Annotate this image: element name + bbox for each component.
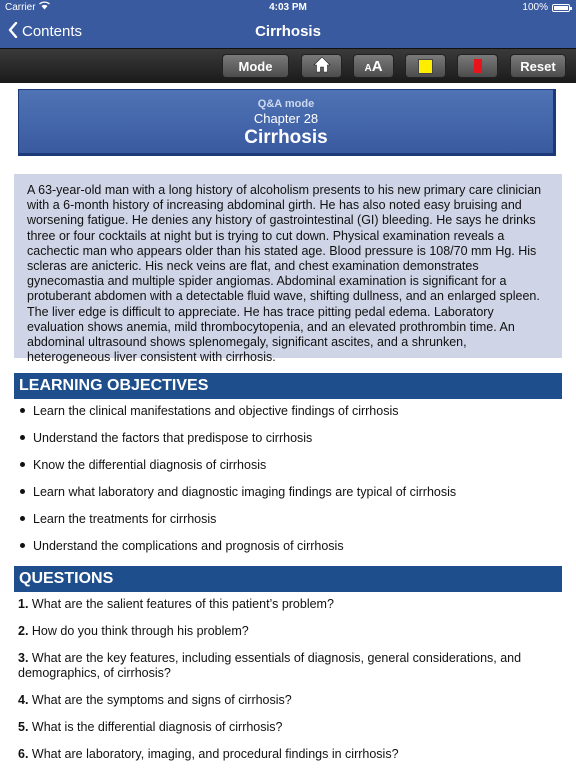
- status-bar: [0, 0, 576, 16]
- objective-text: Learn what laboratory and diagnostic imaging findings are typical of cirrhosis: [33, 485, 457, 499]
- header-title: Cirrhosis: [244, 127, 328, 148]
- question-text: What is the differential diagnosis of cirrhosis?: [31, 720, 283, 734]
- objective-item: [20, 485, 456, 499]
- bullet-icon: [20, 543, 25, 548]
- objective-item: [20, 512, 216, 526]
- objective-item: [20, 404, 398, 418]
- question-text: What are laboratory, imaging, and procedural findings in cirrhosis?: [31, 747, 399, 761]
- status-time: 4:03 PM: [269, 2, 307, 13]
- objective-item: [20, 539, 344, 553]
- header-chapter: Chapter 28: [253, 111, 319, 126]
- question-text: What are the symptoms and signs of cirrhosis?: [31, 693, 292, 707]
- home-icon: [313, 56, 331, 76]
- battery-percent: 100%: [522, 2, 548, 13]
- question-item[interactable]: [18, 624, 538, 639]
- questions-heading: QUESTIONS: [14, 566, 562, 592]
- question-text: How do you think through his problem?: [31, 624, 249, 638]
- bullet-icon: [20, 489, 25, 494]
- chapter-header: [18, 89, 556, 156]
- font-size-button[interactable]: [353, 54, 394, 78]
- mode-button-label: Mode: [238, 58, 273, 74]
- question-item[interactable]: [18, 747, 538, 762]
- objective-text: Know the differential diagnosis of cirrhosis: [33, 458, 267, 472]
- objective-item: [20, 458, 266, 472]
- case-description: A 63-year-old man with a long history of alcoholism presents to his new primary care clinician with a 6-month history of increasing abdominal girth. He has also noted easy bruising and worsening fatigue. He denies any history of gastrointestinal (GI) bleeding. He says he drinks three or four cocktails at night but is trying to cut down. Physical examination reveals a cachectic man who appears older than his stated age. Blood pressure is 108/70 mm Hg. His scleras are anicteric. His neck veins are flat, and chest examination demonstrates gynecomastia and multiple spider angiomas. Abdominal examination is significant for a protuberant abdomen with a detectable fluid wave, shifting dullness, and an enlarged spleen. The liver edge is difficult to appreciate. He has trace pitting pedal edema. Laboratory evaluation shows anemia, mild thrombocytopenia, and an elevated prothrombin time. An abdominal ultrasound shows splenomegaly, significant ascites, and a shrunken, heterogeneous liver consistent with cirrhosis.: [14, 174, 562, 358]
- font-size-icon: [364, 58, 382, 75]
- question-text: What are the salient features of this patient’s problem?: [31, 597, 334, 611]
- question-number: 2.: [18, 624, 32, 638]
- red-highlighter-icon: [474, 59, 482, 73]
- reset-button-label: Reset: [520, 58, 556, 74]
- highlight-yellow-button[interactable]: [405, 54, 446, 78]
- objectives-heading: LEARNING OBJECTIVES: [14, 373, 562, 399]
- question-item[interactable]: [18, 693, 538, 708]
- bullet-icon: [20, 462, 25, 467]
- question-number: 4.: [18, 693, 32, 707]
- back-button-label: Contents: [22, 22, 83, 40]
- home-button[interactable]: [301, 54, 342, 78]
- nav-title: Cirrhosis: [255, 23, 321, 40]
- question-number: 5.: [18, 720, 32, 734]
- objective-text: Understand the factors that predispose to cirrhosis: [33, 431, 313, 445]
- header-mode-label: Q&A mode: [257, 98, 315, 110]
- chevron-left-icon: [8, 22, 18, 40]
- carrier-label: Carrier: [5, 2, 36, 13]
- objective-item: [20, 431, 312, 445]
- font-small-label: A: [364, 62, 372, 74]
- toolbar: [0, 48, 576, 83]
- question-item[interactable]: [18, 720, 538, 735]
- highlight-red-button[interactable]: [457, 54, 498, 78]
- bullet-icon: [20, 516, 25, 521]
- question-number: 3.: [18, 651, 32, 665]
- mode-button[interactable]: [222, 54, 289, 78]
- navigation-bar: [0, 16, 576, 48]
- yellow-highlighter-icon: [418, 59, 433, 74]
- bullet-icon: [20, 435, 25, 440]
- question-number: 1.: [18, 597, 32, 611]
- font-large-label: A: [371, 57, 383, 75]
- back-button[interactable]: [8, 22, 82, 40]
- objective-text: Learn the treatments for cirrhosis: [33, 512, 217, 526]
- question-text: What are the key features, including essentials of diagnosis, general considerations, and demographics, of cirrhosis?: [18, 651, 522, 681]
- bullet-icon: [20, 408, 25, 413]
- objective-text: Learn the clinical manifestations and objective findings of cirrhosis: [33, 404, 399, 418]
- question-item[interactable]: [18, 597, 538, 612]
- question-number: 6.: [18, 747, 32, 761]
- objective-text: Understand the complications and prognosis of cirrhosis: [33, 539, 344, 553]
- question-item[interactable]: [18, 651, 538, 681]
- reset-button[interactable]: [510, 54, 566, 78]
- battery-icon: [552, 4, 570, 12]
